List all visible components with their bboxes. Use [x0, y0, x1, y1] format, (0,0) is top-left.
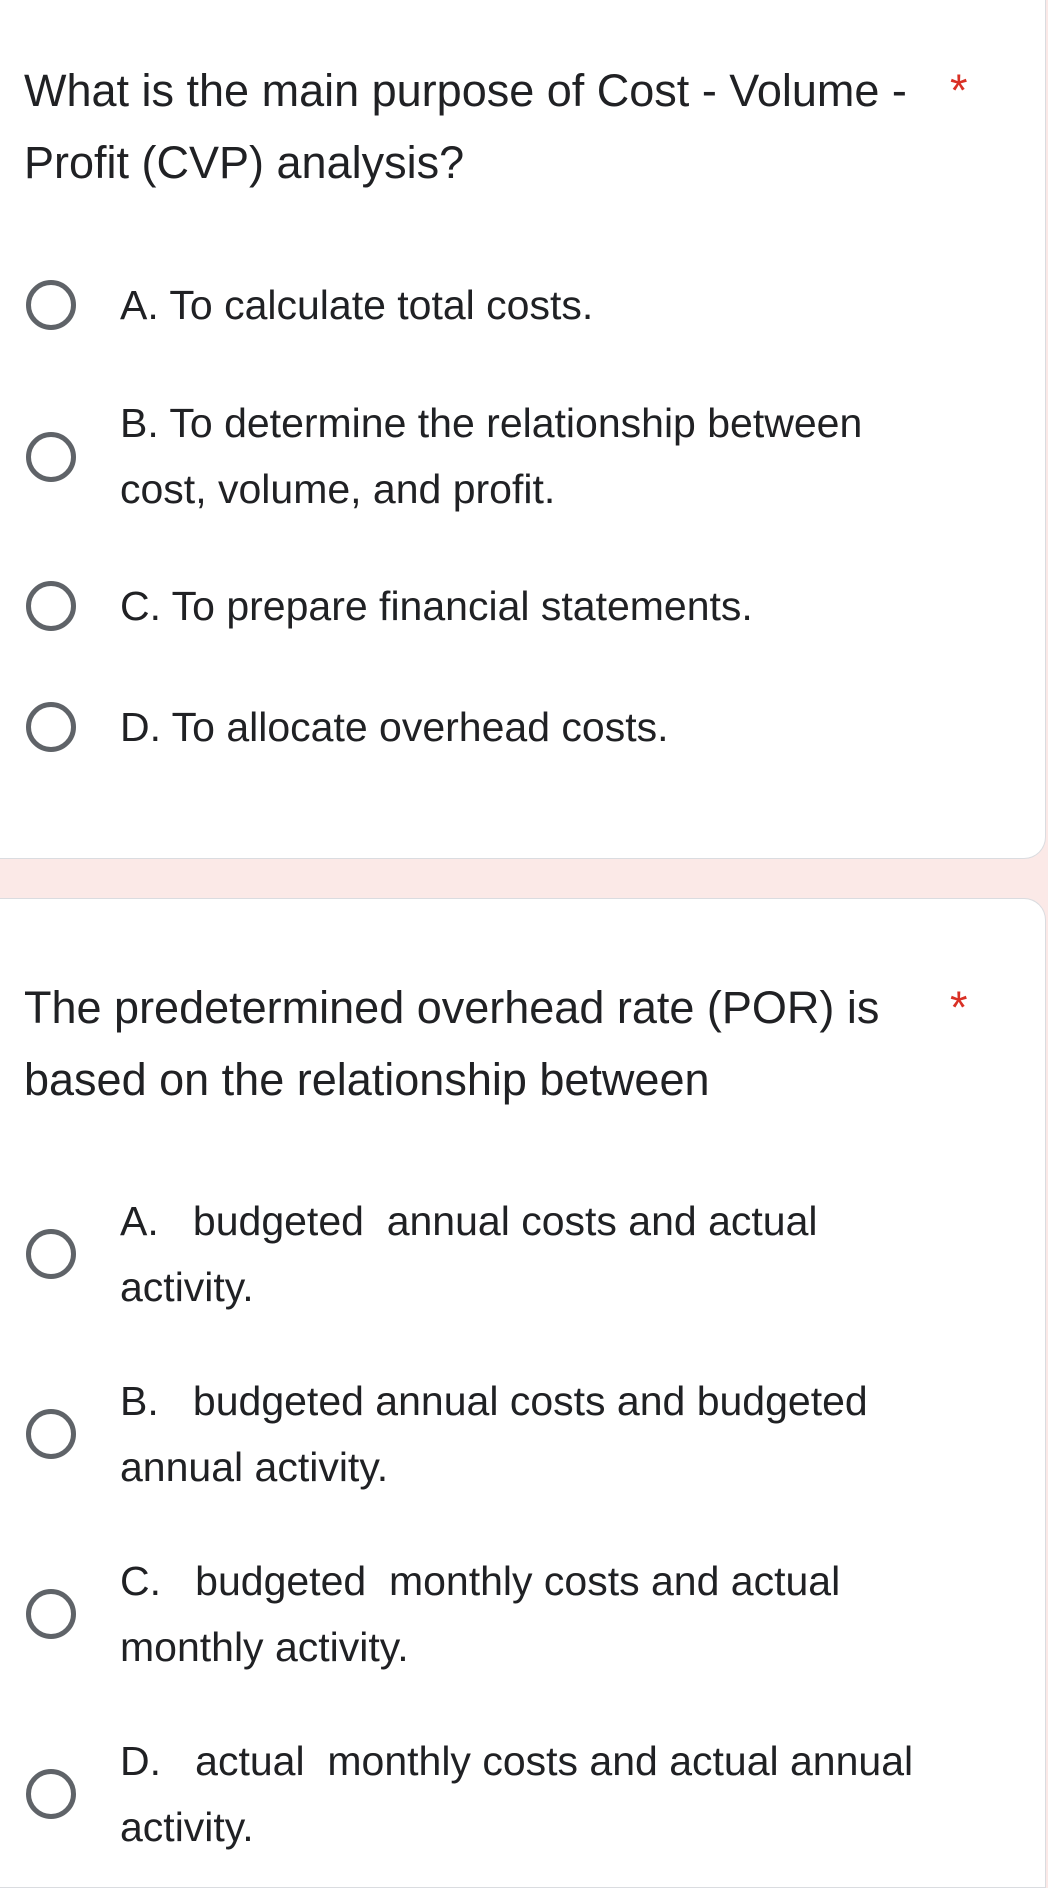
option-q2-b[interactable]	[0, 1368, 1000, 1500]
option-label: B. To determine the relationship between cost, volume, and profit.	[120, 400, 874, 512]
question-title-1: What is the main purpose of Cost - Volume - Profit (CVP) analysis?	[24, 65, 907, 188]
option-label: C. To prepare financial statements.	[120, 583, 753, 629]
option-label: C. budgeted monthly costs and actual monthly activity.	[120, 1558, 852, 1670]
option-q2-a[interactable]	[0, 1188, 1000, 1320]
radio-circle-icon[interactable]	[26, 432, 76, 482]
option-label: B. budgeted annual costs and budgeted annual activity.	[120, 1378, 880, 1490]
required-asterisk-2: *	[950, 982, 968, 1033]
option-q1-a[interactable]	[0, 272, 1000, 338]
option-q1-b[interactable]	[0, 390, 1000, 522]
option-label: A. budgeted annual costs and actual activity.	[120, 1198, 829, 1310]
radio-circle-icon[interactable]	[26, 702, 76, 752]
option-q2-c[interactable]	[0, 1548, 1000, 1680]
required-asterisk-1: *	[950, 65, 968, 116]
option-label: D. actual monthly costs and actual annual activity.	[120, 1738, 925, 1850]
option-label: D. To allocate overhead costs.	[120, 704, 669, 750]
option-q1-c[interactable]	[0, 573, 1000, 639]
radio-circle-icon[interactable]	[26, 1769, 76, 1819]
radio-circle-icon[interactable]	[26, 1409, 76, 1459]
question-title-2: The predetermined overhead rate (POR) is based on the relationship between	[24, 982, 880, 1105]
option-q2-d[interactable]	[0, 1728, 1000, 1860]
option-label: A. To calculate total costs.	[120, 282, 594, 328]
radio-circle-icon[interactable]	[26, 581, 76, 631]
option-q1-d[interactable]	[0, 694, 1000, 760]
radio-circle-icon[interactable]	[26, 280, 76, 330]
radio-circle-icon[interactable]	[26, 1229, 76, 1279]
radio-circle-icon[interactable]	[26, 1589, 76, 1639]
